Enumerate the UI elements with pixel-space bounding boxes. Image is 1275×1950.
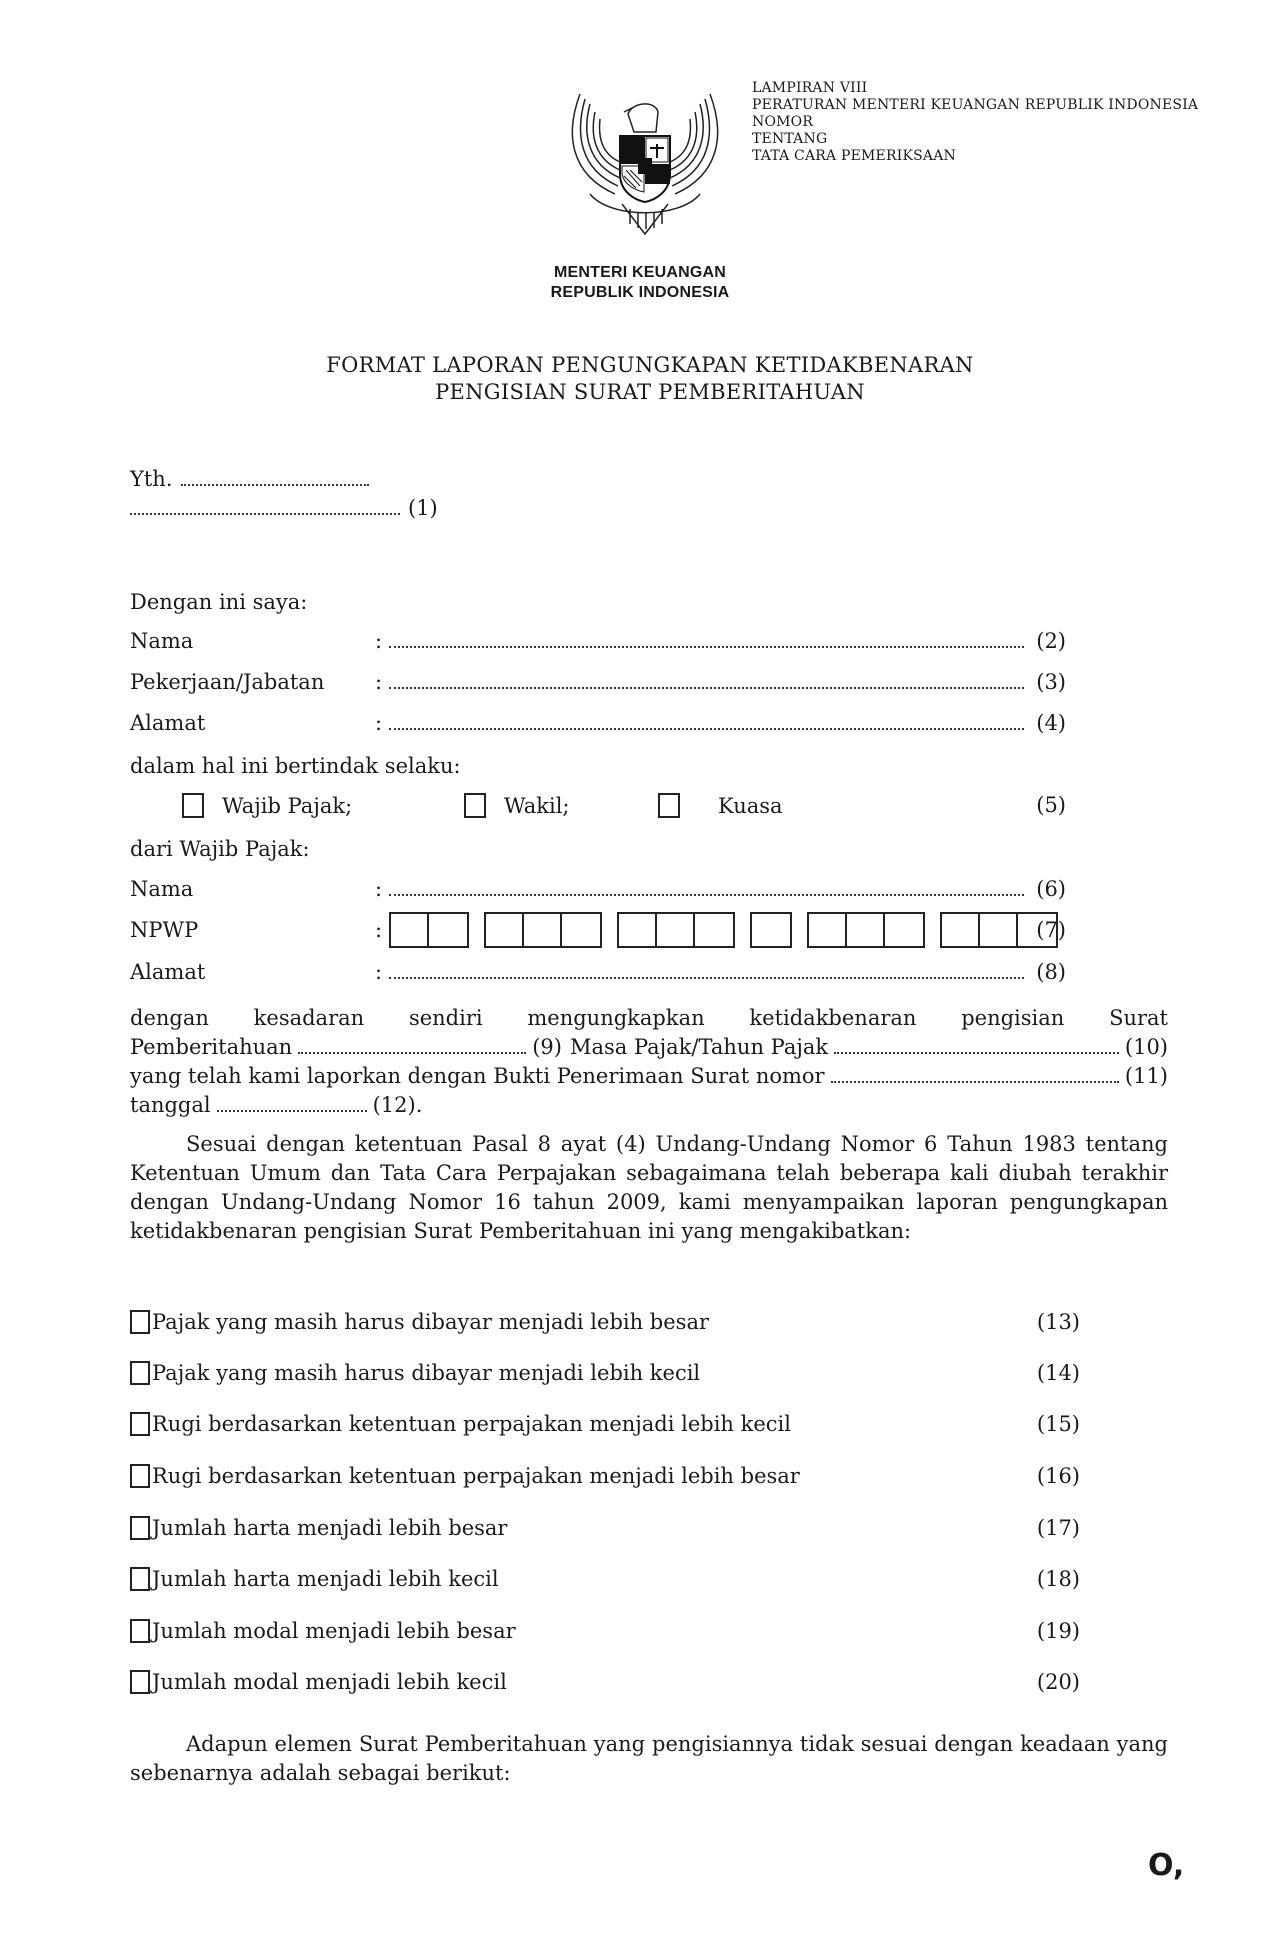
npwp-digit[interactable] [752, 914, 790, 946]
checkbox[interactable] [130, 1361, 150, 1385]
ref-number: (4) [1036, 711, 1066, 735]
field-label: Pekerjaan/Jabatan [130, 670, 325, 694]
effect-label: Jumlah modal menjadi lebih kecil [152, 1670, 507, 1694]
effect-item-19[interactable] [130, 1615, 1080, 1647]
taxpayer-address-row [130, 960, 1066, 990]
ref-number: (8) [1036, 960, 1066, 984]
colon: : [375, 918, 383, 942]
checkbox[interactable] [130, 1412, 150, 1436]
tanggal-label: tanggal [130, 1093, 211, 1117]
declarant-intro: Dengan ini saya: [130, 590, 308, 614]
closing-paragraph: Adapun elemen Surat Pemberitahuan yang pengisiannya tidak sesuai dengan keadaan yang sebenarnya adalah sebagai berikut: [130, 1732, 1168, 1785]
effect-label: Jumlah harta menjadi lebih kecil [152, 1567, 499, 1591]
effect-item-20[interactable] [130, 1666, 1080, 1698]
npwp-digit[interactable] [524, 914, 562, 946]
declarant-address-field[interactable] [389, 727, 1024, 730]
taxpayer-name-field[interactable] [389, 893, 1024, 896]
ministry-line-1: MENTERI KEUANGAN [553, 264, 727, 281]
npwp-digit[interactable] [809, 914, 847, 946]
garuda-emblem-icon [560, 74, 730, 244]
ref-number: (6) [1036, 877, 1066, 901]
role-option-wajib-pajak[interactable] [182, 793, 352, 818]
checkbox[interactable] [130, 1464, 150, 1488]
title-line-1: FORMAT LAPORAN PENGUNGKAPAN KETIDAKBENARAN [326, 353, 974, 377]
effect-label: Pajak yang masih harus dibayar menjadi lebih besar [152, 1310, 710, 1334]
ref-number: (7) [1036, 918, 1066, 942]
title-line-2: PENGISIAN SURAT PEMBERITAHUAN [435, 380, 865, 404]
masa-label: Masa Pajak/Tahun Pajak [569, 1035, 829, 1059]
checkbox-wajib-pajak[interactable] [182, 793, 204, 818]
effect-item-13[interactable] [130, 1306, 1080, 1338]
checkbox[interactable] [130, 1310, 150, 1334]
role-label: Wajib Pajak; [222, 793, 353, 818]
spt-type-field[interactable] [298, 1051, 526, 1054]
npwp-row [130, 912, 1066, 950]
effect-label: Jumlah modal menjadi lebih besar [152, 1619, 516, 1643]
ref-number: (3) [1036, 670, 1066, 694]
receipt-number-field[interactable] [831, 1080, 1119, 1083]
npwp-group [750, 912, 792, 948]
tax-period-field[interactable] [834, 1051, 1119, 1054]
npwp-group [484, 912, 602, 948]
ref-number: (18) [1036, 1567, 1080, 1591]
effect-item-14[interactable] [130, 1357, 1080, 1389]
bukti-label: yang telah kami laporkan dengan Bukti Penerimaan Surat nomor [130, 1064, 825, 1088]
colon: : [375, 629, 383, 653]
npwp-digit[interactable] [695, 914, 733, 946]
declarant-job-field[interactable] [389, 686, 1024, 689]
npwp-digit[interactable] [486, 914, 524, 946]
taxpayer-address-field[interactable] [389, 976, 1024, 979]
npwp-group [617, 912, 735, 948]
effect-item-17[interactable] [130, 1512, 1080, 1544]
role-option-wakil[interactable] [464, 793, 570, 818]
ref-number: (19) [1036, 1619, 1080, 1643]
declarant-name-field[interactable] [389, 645, 1024, 648]
colon: : [375, 711, 383, 735]
field-label: Alamat [130, 711, 206, 735]
ministry-heading [520, 263, 760, 303]
npwp-digit[interactable] [980, 914, 1018, 946]
ref-number: (17) [1036, 1516, 1080, 1540]
lampiran-line: TATA CARA PEMERIKSAAN [752, 148, 956, 164]
checkbox[interactable] [130, 1670, 150, 1694]
colon: : [375, 670, 383, 694]
ref-number: (10) [1124, 1035, 1168, 1059]
checkbox[interactable] [130, 1516, 150, 1540]
ref-number: (13) [1036, 1310, 1080, 1334]
ref-number: (2) [1036, 629, 1066, 653]
addressee-ref: (1) [408, 496, 438, 520]
npwp-digit[interactable] [562, 914, 600, 946]
ref-number: (11) [1124, 1064, 1168, 1088]
npwp-digit[interactable] [391, 914, 429, 946]
ref-number: (16) [1036, 1464, 1080, 1488]
ref-number: (20) [1036, 1670, 1080, 1694]
effect-label: Pajak yang masih harus dibayar menjadi lebih kecil [152, 1361, 701, 1385]
addressee-prefix: Yth. [130, 467, 173, 491]
ref-number: (12). [372, 1093, 423, 1117]
role-option-kuasa[interactable] [658, 793, 783, 818]
taxpayer-intro: dari Wajib Pajak: [130, 837, 310, 861]
npwp-group [807, 912, 925, 948]
colon: : [375, 877, 383, 901]
disclosure-paragraph [130, 1004, 1168, 1120]
npwp-group [389, 912, 469, 948]
spt-label: Pemberitahuan [130, 1035, 293, 1059]
effect-item-18[interactable] [130, 1563, 1080, 1595]
effect-item-15[interactable] [130, 1408, 1080, 1440]
field-label: Nama [130, 877, 194, 901]
lampiran-block [752, 80, 1198, 165]
ref-number: (14) [1036, 1361, 1080, 1385]
field-label: NPWP [130, 918, 199, 942]
lampiran-line: NOMOR [752, 114, 814, 130]
ref-number: (15) [1036, 1412, 1080, 1436]
colon: : [375, 960, 383, 984]
ref-number: (5) [1036, 793, 1066, 817]
lampiran-line: LAMPIRAN VIII [752, 80, 868, 96]
taxpayer-name-row [130, 877, 1066, 907]
checkbox-kuasa[interactable] [658, 793, 680, 818]
npwp-digit[interactable] [657, 914, 695, 946]
field-label: Alamat [130, 960, 206, 984]
npwp-digit[interactable] [847, 914, 885, 946]
addressee-line-1-field[interactable] [181, 483, 369, 486]
checkbox[interactable] [130, 1567, 150, 1591]
addressee-line-2-field[interactable] [130, 512, 400, 515]
disclosure-line-1: dengan kesadaran sendiri mengungkapkan ketidakbenaran pengisian Surat [130, 1006, 1168, 1030]
effect-item-16[interactable] [130, 1460, 1080, 1492]
checkbox[interactable] [130, 1619, 150, 1643]
effect-label: Rugi berdasarkan ketentuan perpajakan menjadi lebih besar [152, 1464, 800, 1488]
lampiran-line: PERATURAN MENTERI KEUANGAN REPUBLIK INDONESIA [752, 97, 1199, 113]
npwp-digit[interactable] [942, 914, 980, 946]
npwp-digit[interactable] [429, 914, 467, 946]
declarant-job-row [130, 670, 1066, 700]
lampiran-line: TENTANG [752, 131, 828, 147]
receipt-date-field[interactable] [217, 1109, 367, 1112]
document-title [200, 352, 1100, 406]
role-options [130, 793, 1066, 823]
declarant-name-row [130, 629, 1066, 659]
effect-label: Rugi berdasarkan ketentuan perpajakan menjadi lebih kecil [152, 1412, 791, 1436]
checkbox-wakil[interactable] [464, 793, 486, 818]
acting-as-label: dalam hal ini bertindak selaku: [130, 754, 461, 778]
page-mark: O, [1148, 1848, 1185, 1883]
addressee-block [130, 467, 438, 525]
role-label: Kuasa [718, 793, 783, 818]
ref-number: (9) [532, 1035, 562, 1059]
npwp-input[interactable] [389, 912, 1058, 948]
declarant-address-row [130, 711, 1066, 741]
ministry-line-2: REPUBLIK INDONESIA [550, 284, 730, 301]
legal-basis-paragraph: Sesuai dengan ketentuan Pasal 8 ayat (4) Undang-Undang Nomor 6 Tahun 1983 tentang Ketentuan Umum dan Tata Cara Perpajakan sebagaimana telah beberapa kali diubah terakhir dengan Undang-Undang Nomor 16 tahun 2009, kami menyampaikan laporan pengungkapan ketidakbenaran pengisian Surat Pemberitahuan ini yang mengakibatkan: [130, 1132, 1168, 1243]
role-label: Wakil; [504, 793, 570, 818]
npwp-digit[interactable] [885, 914, 923, 946]
effect-label: Jumlah harta menjadi lebih besar [152, 1516, 508, 1540]
npwp-digit[interactable] [619, 914, 657, 946]
field-label: Nama [130, 629, 194, 653]
